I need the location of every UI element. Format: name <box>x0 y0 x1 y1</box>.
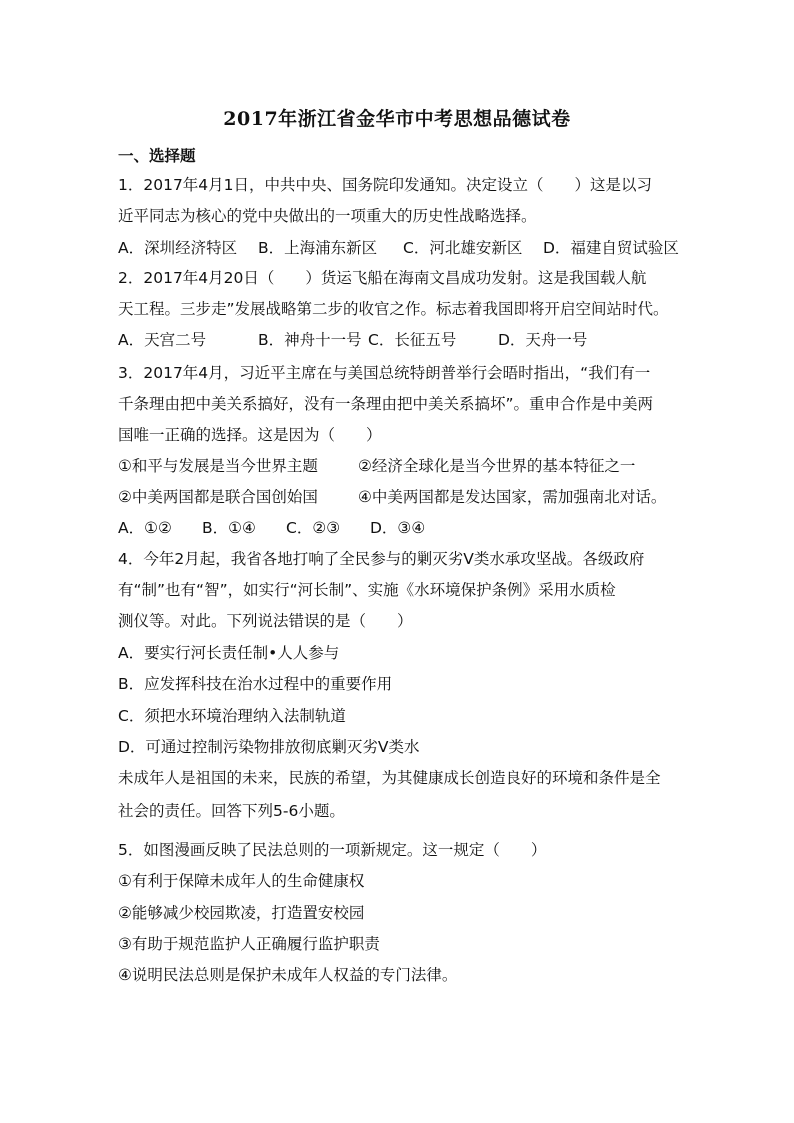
q3-line3: 国唯一正确的选择。这是因为（ ） <box>118 426 382 444</box>
q5-line1: 5．如图漫画反映了民法总则的一项新规定。这一规定（ ） <box>118 841 547 859</box>
q4-line2: 有“制”也有“智”，如实行“河长制”、实施《水环境保护条例》采用水质检 <box>118 581 616 599</box>
q3-option-d: D．③④ <box>370 519 426 537</box>
q1-options <box>118 238 679 258</box>
q1-option-b: B．上海浦东新区 <box>258 239 378 257</box>
q5-item-1: ①有利于保障未成年人的生命健康权 <box>118 872 365 890</box>
q2-line2: 天工程。三步走”发展战略第二步的收官之作。标志着我国即将开启空间站时代。 <box>118 300 669 318</box>
q3-option-c: C．②③ <box>286 519 341 537</box>
q2-options <box>118 330 587 350</box>
q2-option-d: D．天舟一号 <box>498 331 588 349</box>
q3-item-4: ④中美两国都是发达国家，需加强南北对话。 <box>358 488 667 506</box>
q3-items-row1 <box>118 456 635 476</box>
q5-item-2: ②能够减少校园欺凌，打造置安校园 <box>118 904 365 922</box>
q3-items-row2 <box>118 487 666 507</box>
q3-option-b: B．①④ <box>202 519 256 537</box>
q3-item-2: ②经济全球化是当今世界的基本特征之一 <box>358 457 636 475</box>
q3-item-3: ②中美两国都是联合国创始国 <box>118 488 318 506</box>
q4-option-a: A．要实行河长责任制•人人参与 <box>118 644 340 662</box>
q2-option-b: B．神舟十一号 <box>258 331 362 349</box>
q1-option-d: D．福建自贸试验区 <box>543 239 679 257</box>
q4-line3: 测仪等。对此。下列说法错误的是（ ） <box>118 612 413 630</box>
q3-option-a: A．①② <box>118 519 172 537</box>
q2-option-c: C．长征五号 <box>368 331 457 349</box>
passage-line1: 未成年人是祖国的未来，民族的希望，为其健康成长创造良好的环境和条件是全 <box>118 769 661 787</box>
section-heading: 一、选择题 <box>118 146 196 165</box>
q4-line1: 4．今年2月起，我省各地打响了全民参与的剿灭劣Ⅴ类水承攻坚战。各级政府 <box>118 550 645 568</box>
q3-line2: 千条理由把中美关系搞好，没有一条理由把中美关系搞坏”。重申合作是中美两 <box>118 395 654 413</box>
q2-line1: 2．2017年4月20日（ ）货运飞船在海南文昌成功发射。这是我国载人航 <box>118 269 647 287</box>
q1-option-c: C．河北雄安新区 <box>403 239 523 257</box>
q1-line1: 1．2017年4月1日，中共中央、国务院印发通知。决定设立（ ）这是以习 <box>118 176 653 194</box>
q3-line1: 3．2017年4月，习近平主席在与美国总统特朗普举行会晤时指出，“我们有一 <box>118 364 651 382</box>
q4-option-c: C．须把水环境治理纳入法制轨道 <box>118 707 346 725</box>
q1-line2: 近平同志为核心的党中央做出的一项重大的历史性战略选择。 <box>118 207 537 225</box>
q4-option-d: D．可通过控制污染物排放彻底剿灭劣Ⅴ类水 <box>118 738 420 756</box>
q2-option-a: A．天宫二号 <box>118 331 207 349</box>
page-title: 2017年浙江省金华市中考思想品德试卷 <box>223 108 571 130</box>
q5-item-3: ③有助于规范监护人正确履行监护职责 <box>118 935 380 953</box>
q3-item-1: ①和平与发展是当今世界主题 <box>118 457 318 475</box>
q5-item-4: ④说明民法总则是保护未成年人权益的专门法律。 <box>118 966 458 984</box>
q3-options <box>118 518 425 538</box>
q4-option-b: B．应发挥科技在治水过程中的重要作用 <box>118 675 393 693</box>
passage-line2: 社会的责任。回答下列5-6小题。 <box>118 802 345 820</box>
q1-option-a: A．深圳经济特区 <box>118 239 238 257</box>
